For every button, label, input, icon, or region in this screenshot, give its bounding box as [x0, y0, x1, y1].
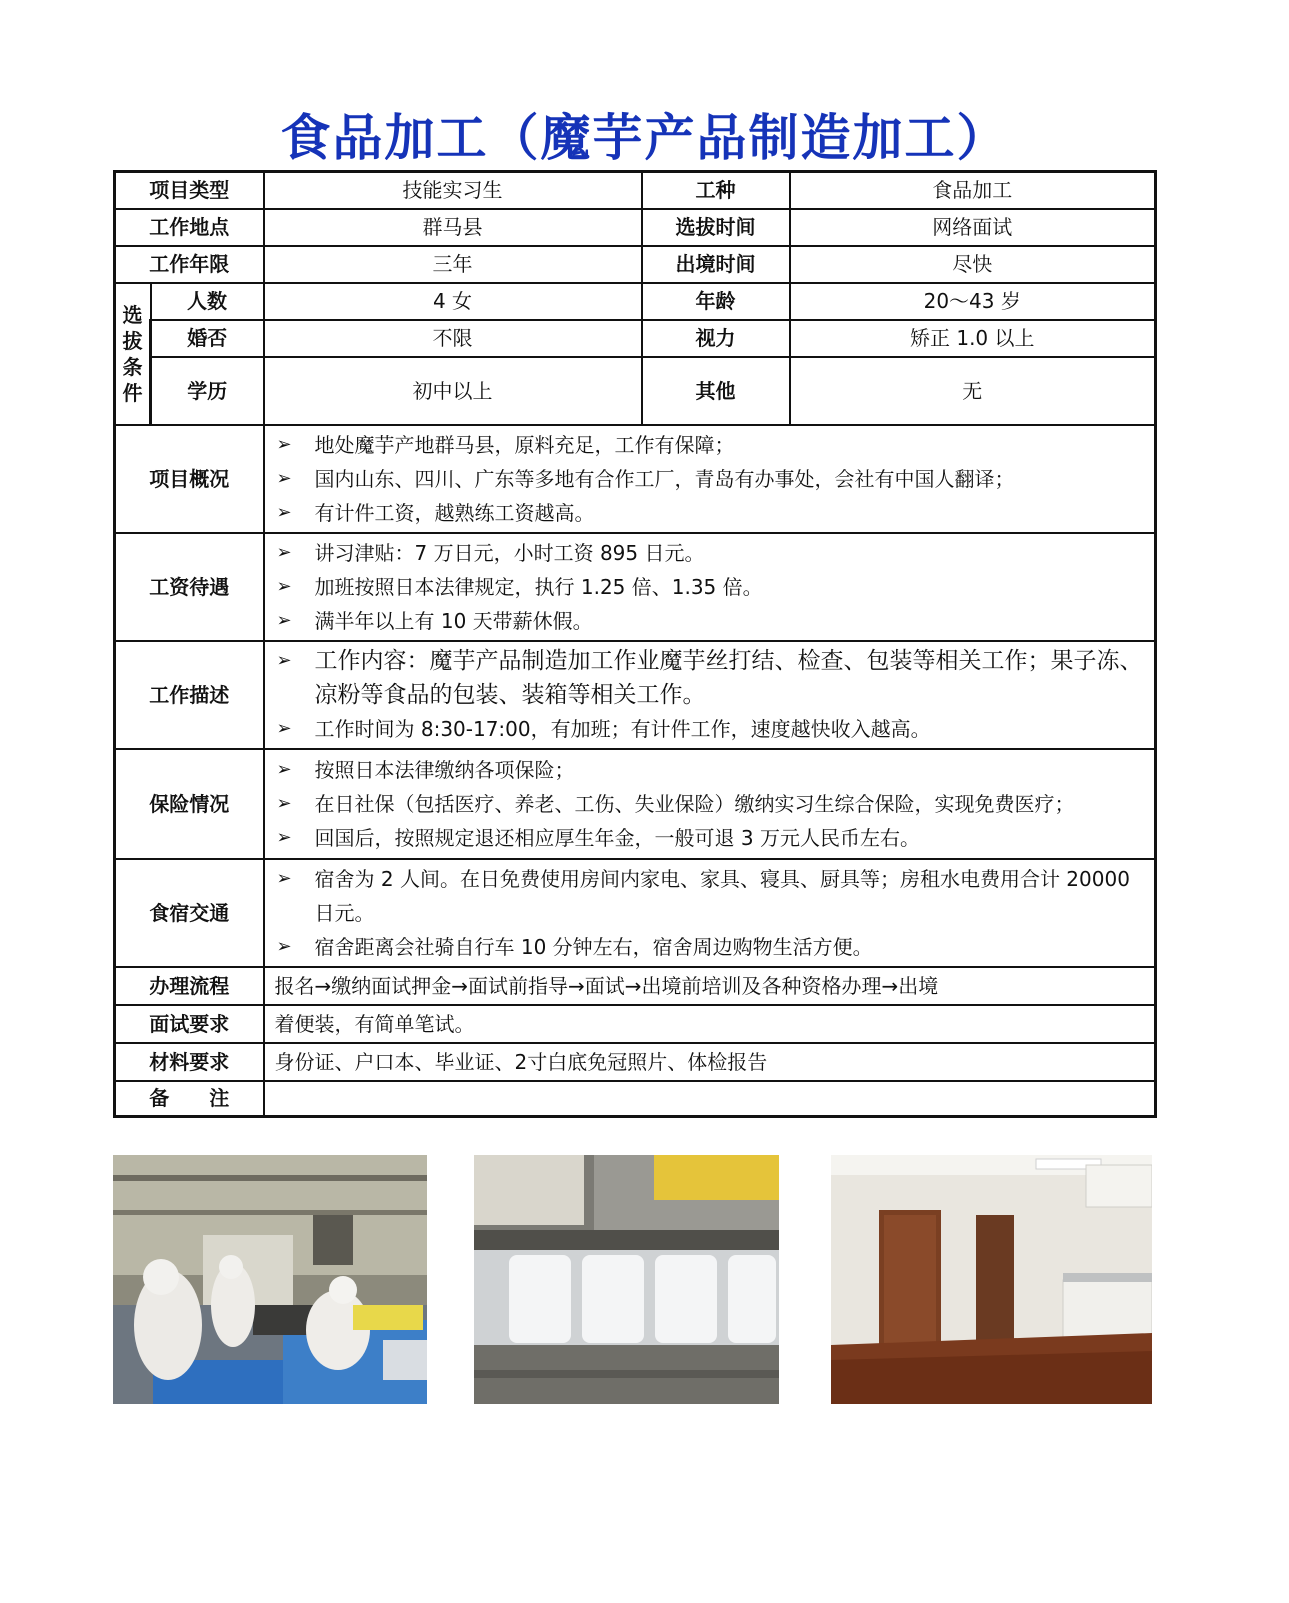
row-marital	[115, 320, 1156, 357]
description-list	[277, 644, 1145, 746]
row-term	[115, 246, 1156, 283]
arrowhead-bullet-icon: ➢	[276, 826, 292, 848]
value-interview: 着便装，有简单笔试。	[264, 1005, 1156, 1043]
list-item	[277, 644, 1145, 712]
value-other: 无	[790, 357, 1156, 425]
label-salary: 工资待遇	[115, 533, 264, 641]
arrowhead-bullet-icon: ➢	[276, 935, 292, 957]
list-item-text: 有计件工资，越熟练工资越高。	[314, 500, 595, 525]
value-location: 群马县	[264, 209, 642, 246]
label-other: 其他	[642, 357, 790, 425]
value-project-type: 技能实习生	[264, 172, 642, 209]
list-item-text: 工作内容：魔芋产品制造加工作业魔芋丝打结、检查、包装等相关工作；果子冻、凉粉等食品的包装、装箱等相关工作。	[314, 647, 1143, 708]
list-item-text: 讲习津贴：7 万日元，小时工资 895 日元。	[314, 540, 705, 565]
label-selection-time: 选拔时间	[642, 209, 790, 246]
arrowhead-bullet-icon: ➢	[276, 541, 292, 563]
housing-list	[277, 862, 1145, 964]
label-term: 工作年限	[115, 246, 264, 283]
row-overview	[115, 425, 1156, 533]
label-selection-criteria	[115, 283, 151, 425]
row-insurance	[115, 749, 1156, 859]
label-description: 工作描述	[115, 641, 264, 749]
label-materials: 材料要求	[115, 1043, 264, 1081]
list-item	[277, 930, 1145, 964]
row-headcount	[115, 283, 1156, 320]
row-education	[115, 357, 1156, 425]
label-remarks: 备 注	[115, 1081, 264, 1117]
value-job-type: 食品加工	[790, 172, 1156, 209]
list-item	[277, 496, 1145, 530]
label-marital: 婚否	[151, 320, 264, 357]
value-process: 报名→缴纳面试押金→面试前指导→面试→出境前培训及各种资格办理→出境	[264, 967, 1156, 1005]
value-marital: 不限	[264, 320, 642, 357]
list-item	[277, 462, 1145, 496]
list-item-text: 回国后，按照规定退还相应厚生年金，一般可退 3 万元人民币左右。	[314, 825, 920, 850]
arrowhead-bullet-icon: ➢	[276, 467, 292, 489]
arrowhead-bullet-icon: ➢	[276, 717, 292, 739]
housing-list-cell	[264, 859, 1156, 967]
label-overview: 项目概况	[115, 425, 264, 533]
row-salary	[115, 533, 1156, 641]
list-item	[277, 604, 1145, 638]
label-eyesight: 视力	[642, 320, 790, 357]
list-item	[277, 821, 1145, 855]
list-item-text: 宿舍距离会社骑自行车 10 分钟左右，宿舍周边购物生活方便。	[314, 934, 873, 959]
row-materials	[115, 1043, 1156, 1081]
page-title: 食品加工（魔芋产品制造加工）	[280, 108, 1009, 167]
list-item	[277, 570, 1145, 604]
dormitory-room-photo	[831, 1155, 1152, 1404]
factory-workers-photo	[113, 1155, 427, 1404]
salary-list	[277, 536, 1145, 638]
row-project-type	[115, 172, 1156, 209]
arrowhead-bullet-icon: ➢	[276, 867, 292, 889]
label-process: 办理流程	[115, 967, 264, 1005]
selection-char: 选	[122, 302, 143, 327]
arrowhead-bullet-icon: ➢	[276, 609, 292, 631]
value-age: 20～43 岁	[790, 283, 1156, 320]
row-remarks	[115, 1081, 1156, 1117]
label-insurance: 保险情况	[115, 749, 264, 859]
arrowhead-bullet-icon: ➢	[276, 575, 292, 597]
label-location: 工作地点	[115, 209, 264, 246]
list-item	[277, 428, 1145, 462]
selection-char: 条	[122, 354, 143, 379]
value-eyesight: 矫正 1.0 以上	[790, 320, 1156, 357]
list-item-text: 满半年以上有 10 天带薪休假。	[314, 608, 593, 633]
list-item	[277, 862, 1145, 930]
list-item-text: 地处魔芋产地群马县，原料充足，工作有保障；	[314, 432, 735, 457]
row-interview	[115, 1005, 1156, 1043]
arrowhead-bullet-icon: ➢	[276, 501, 292, 523]
value-term: 三年	[264, 246, 642, 283]
description-list-cell	[264, 641, 1156, 749]
arrowhead-bullet-icon: ➢	[276, 649, 292, 671]
konjac-product-photo	[474, 1155, 779, 1404]
row-process	[115, 967, 1156, 1005]
overview-list-cell	[264, 425, 1156, 533]
list-item	[277, 536, 1145, 570]
list-item-text: 按照日本法律缴纳各项保险；	[314, 757, 575, 782]
row-description	[115, 641, 1156, 749]
insurance-list	[277, 753, 1145, 855]
list-item	[277, 753, 1145, 787]
list-item	[277, 712, 1145, 746]
arrowhead-bullet-icon: ➢	[276, 792, 292, 814]
row-location	[115, 209, 1156, 246]
label-housing: 食宿交通	[115, 859, 264, 967]
label-project-type: 项目类型	[115, 172, 264, 209]
row-housing	[115, 859, 1156, 967]
arrowhead-bullet-icon: ➢	[276, 758, 292, 780]
job-info-table	[113, 170, 1157, 1118]
label-interview: 面试要求	[115, 1005, 264, 1043]
list-item-text: 工作时间为 8:30-17:00，有加班；有计件工作，速度越快收入越高。	[314, 716, 931, 741]
overview-list	[277, 428, 1145, 530]
label-age: 年龄	[642, 283, 790, 320]
value-remarks	[264, 1081, 1156, 1117]
insurance-list-cell	[264, 749, 1156, 859]
arrowhead-bullet-icon: ➢	[276, 433, 292, 455]
value-materials: 身份证、户口本、毕业证、2寸白底免冠照片、体检报告	[264, 1043, 1156, 1081]
value-headcount: 4 女	[264, 283, 642, 320]
value-departure-time: 尽快	[790, 246, 1156, 283]
list-item-text: 加班按照日本法律规定，执行 1.25 倍、1.35 倍。	[314, 574, 763, 599]
list-item-text: 宿舍为 2 人间。在日免费使用房间内家电、家具、寝具、厨具等；房租水电费用合计 20000 日元。	[314, 866, 1130, 925]
label-job-type: 工种	[642, 172, 790, 209]
label-headcount: 人数	[151, 283, 264, 320]
value-selection-time: 网络面试	[790, 209, 1156, 246]
selection-char: 件	[122, 380, 143, 405]
selection-char: 拔	[122, 328, 143, 353]
value-education: 初中以上	[264, 357, 642, 425]
list-item-text: 国内山东、四川、广东等多地有合作工厂，青岛有办事处，会社有中国人翻译；	[314, 466, 1015, 491]
label-education: 学历	[151, 357, 264, 425]
label-departure-time: 出境时间	[642, 246, 790, 283]
list-item	[277, 787, 1145, 821]
salary-list-cell	[264, 533, 1156, 641]
list-item-text: 在日社保（包括医疗、养老、工伤、失业保险）缴纳实习生综合保险，实现免费医疗；	[314, 791, 1075, 816]
